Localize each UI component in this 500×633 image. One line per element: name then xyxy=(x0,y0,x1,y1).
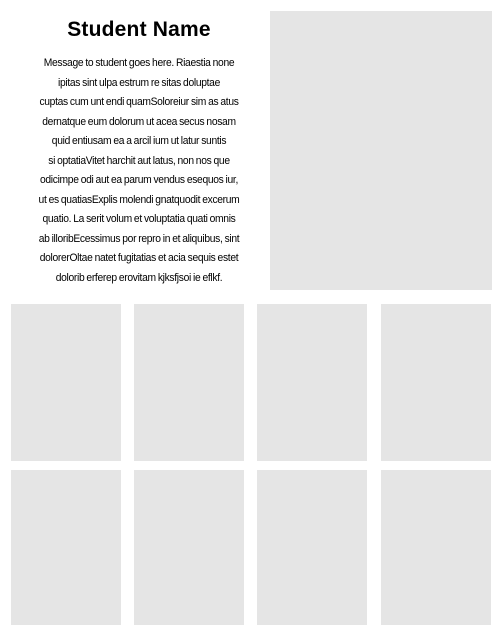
main-photo-placeholder xyxy=(270,11,492,290)
message-line: si optatiaVitet harchit aut latus, non nos que xyxy=(48,154,230,167)
photo-placeholder xyxy=(381,470,491,625)
message-line: ipitas sint ulpa estrum re sitas doluptae xyxy=(58,76,220,89)
photo-placeholder xyxy=(257,304,367,461)
message-line: dolorerOltae natet fugitatias et acia sequis estet xyxy=(39,252,239,264)
message-line: cuptas cum unt endi quamSoloreiur sim as atus xyxy=(39,96,239,108)
student-name-heading: Student Name xyxy=(67,18,211,41)
photo-placeholder xyxy=(381,304,491,461)
photo-placeholder xyxy=(134,470,244,625)
photo-placeholder xyxy=(257,470,367,625)
message-line: ab illoribEcessimus por repro in et aliquibus, sint xyxy=(38,232,240,245)
message-line: ut es quatiasExplis molendi gnatquodit excerum xyxy=(38,193,240,206)
message-line: Message to student goes here. Riaestia none xyxy=(43,57,235,69)
message-line: odicimpe odi aut ea parum vendus esequos iur, xyxy=(39,174,239,186)
photo-placeholder xyxy=(134,304,244,461)
message-line: quatio. La serit volum et voluptatia quati omnis xyxy=(42,213,236,225)
message-line: dolorib erferep erovitam kjksfjsoi ie eflkf. xyxy=(55,271,223,284)
message-line: quid entiusam ea a arcil ium ut latur suntis xyxy=(51,135,227,147)
message-line: dernatque eum dolorum ut acea secus nosam xyxy=(42,115,236,128)
photo-placeholder xyxy=(11,304,121,461)
photo-placeholder xyxy=(11,470,121,625)
student-message xyxy=(20,54,257,288)
